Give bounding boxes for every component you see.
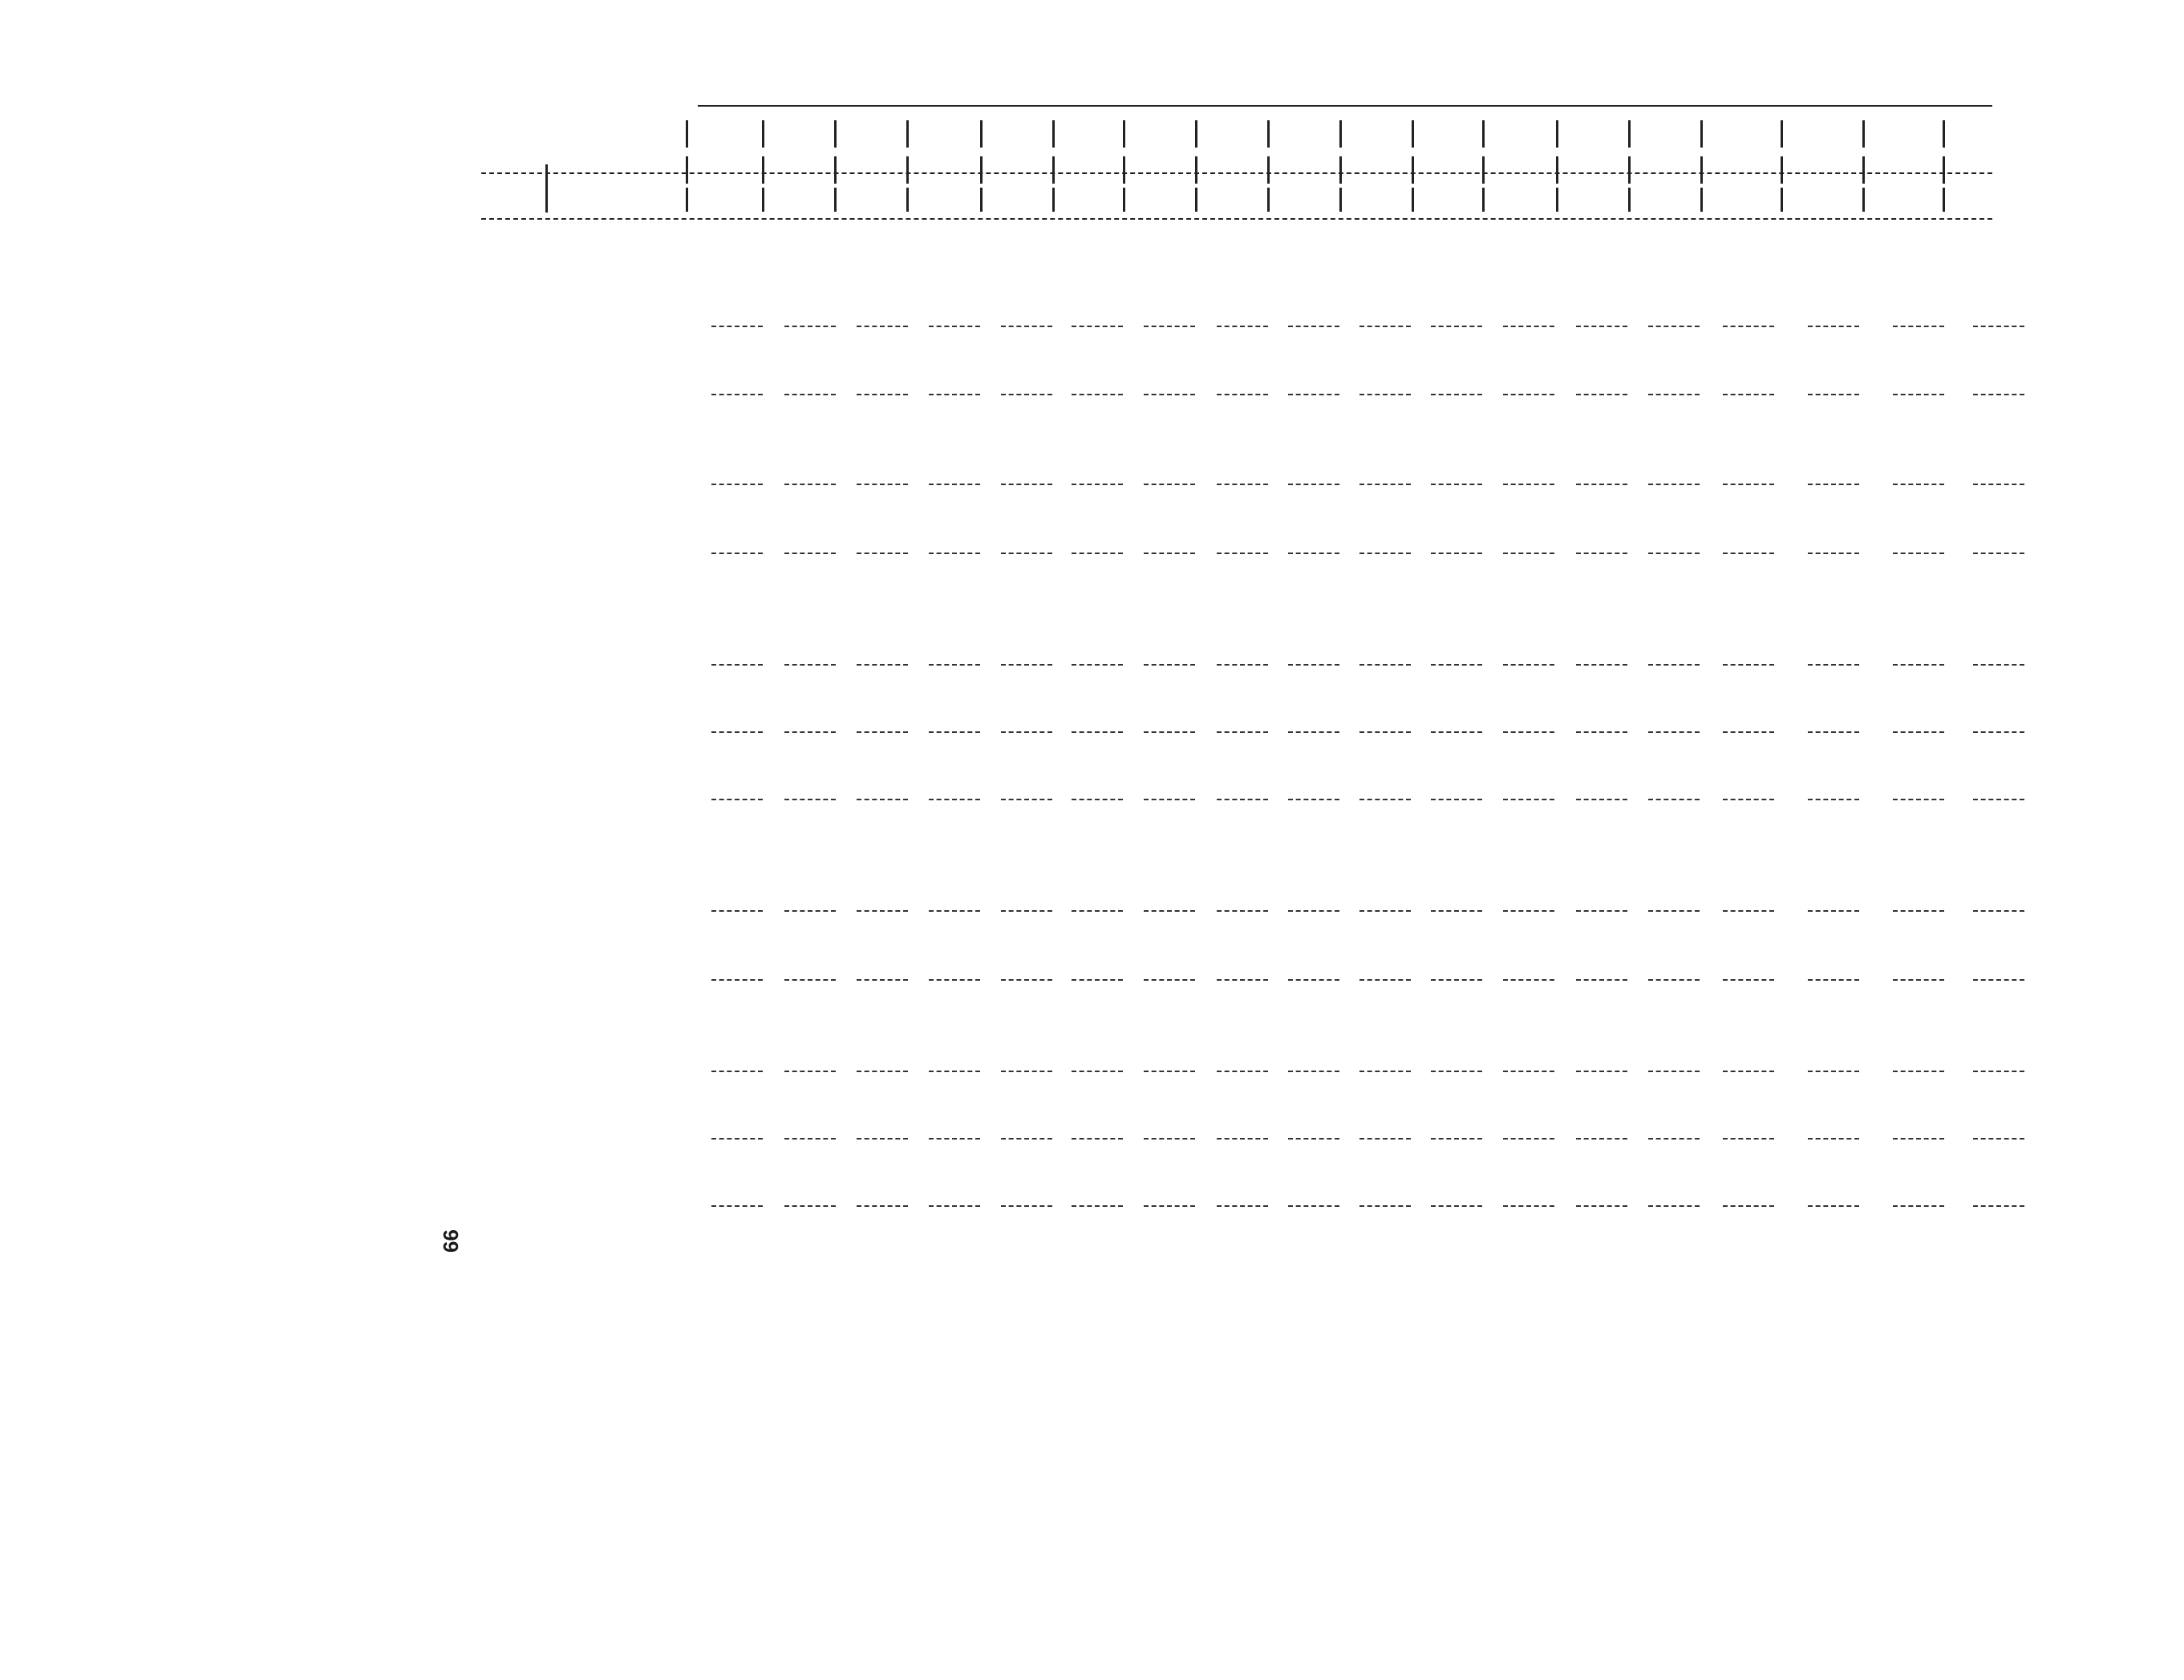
fraction-bar [1648, 1071, 1700, 1072]
fraction-bar [929, 731, 980, 733]
fraction-bar [1144, 394, 1195, 395]
fraction-bar [1359, 799, 1411, 800]
fraction-bar [1973, 799, 2024, 800]
fraction-bar [1893, 979, 1944, 981]
fraction-bar [929, 1138, 980, 1140]
fraction-bar [1973, 1071, 2024, 1072]
fraction-bar [1973, 1138, 2024, 1140]
fraction-bar [1648, 1205, 1700, 1207]
fraction-bar [711, 799, 763, 800]
fraction-bar [857, 326, 908, 327]
column-separator [1700, 188, 1703, 212]
column-separator [1628, 188, 1631, 212]
fraction-bar [929, 484, 980, 485]
fraction-bar [1893, 484, 1944, 485]
column-separator [1052, 188, 1055, 212]
fraction-bar [857, 1071, 908, 1072]
fraction-bar [1723, 394, 1774, 395]
fraction-bar [1808, 484, 1859, 485]
fraction-bar [784, 979, 836, 981]
column-separator [906, 188, 909, 212]
column-separator [1195, 188, 1197, 212]
fraction-bar [1576, 979, 1627, 981]
fraction-bar [1072, 979, 1123, 981]
column-separator [1556, 156, 1558, 184]
column-separator [1781, 188, 1783, 212]
column-separator [1943, 188, 1945, 212]
column-separator [980, 120, 983, 148]
column-separator [1052, 156, 1055, 184]
fraction-bar [1503, 553, 1554, 554]
fraction-bar [1288, 979, 1339, 981]
fraction-bar [1973, 394, 2024, 395]
fraction-bar [1359, 553, 1411, 554]
fraction-bar [1723, 664, 1774, 666]
fraction-bar [1431, 1138, 1482, 1140]
fraction-bar [1576, 731, 1627, 733]
column-separator [834, 156, 837, 184]
fraction-bar [929, 326, 980, 327]
fraction-bar [711, 664, 763, 666]
header-bottom-rule [481, 218, 1992, 220]
fraction-bar [1144, 1138, 1195, 1140]
fraction-bar [1648, 910, 1700, 912]
fraction-bar [1431, 664, 1482, 666]
fraction-bar [1503, 484, 1554, 485]
fraction-bar [1723, 731, 1774, 733]
fraction-bar [1217, 979, 1268, 981]
fraction-bar [1001, 394, 1052, 395]
column-separator [1339, 188, 1342, 212]
fraction-bar [784, 553, 836, 554]
column-separator [1123, 188, 1125, 212]
fraction-bar [1217, 1071, 1268, 1072]
fraction-bar [1431, 484, 1482, 485]
column-separator [1628, 120, 1631, 148]
fraction-bar [1893, 394, 1944, 395]
fraction-bar [1503, 1071, 1554, 1072]
fraction-bar [929, 910, 980, 912]
fraction-bar [1973, 484, 2024, 485]
fraction-bar [1001, 553, 1052, 554]
fraction-bar [1144, 910, 1195, 912]
fraction-bar [1431, 326, 1482, 327]
fraction-bar [1723, 799, 1774, 800]
fraction-bar [711, 394, 763, 395]
fraction-bar [711, 326, 763, 327]
fraction-bar [1723, 1138, 1774, 1140]
fraction-bar [784, 910, 836, 912]
fraction-bar [1431, 394, 1482, 395]
fraction-bar [1808, 979, 1859, 981]
fraction-bar [1503, 979, 1554, 981]
fraction-bar [1723, 1205, 1774, 1207]
fraction-bar [1973, 664, 2024, 666]
fraction-bar [1808, 664, 1859, 666]
fraction-bar [1217, 910, 1268, 912]
fraction-bar [1808, 326, 1859, 327]
fraction-bar [857, 731, 908, 733]
fraction-bar [1001, 1205, 1052, 1207]
fraction-bar [1288, 1205, 1339, 1207]
fraction-bar [857, 553, 908, 554]
fraction-bar [1576, 1138, 1627, 1140]
fraction-bar [1973, 910, 2024, 912]
fraction-bar [857, 910, 908, 912]
fraction-bar [857, 1138, 908, 1140]
fraction-bar [1001, 326, 1052, 327]
fraction-bar [1648, 1138, 1700, 1140]
fraction-bar [1648, 731, 1700, 733]
fraction-bar [1072, 484, 1123, 485]
column-separator [1339, 120, 1342, 148]
fraction-bar [1723, 1071, 1774, 1072]
fraction-bar [1072, 664, 1123, 666]
fraction-bar [1359, 1205, 1411, 1207]
column-separator [1862, 120, 1865, 148]
fraction-bar [857, 979, 908, 981]
column-separator [834, 188, 837, 212]
fraction-bar [1288, 326, 1339, 327]
page-number: 66 [438, 1229, 463, 1253]
fraction-bar [1648, 979, 1700, 981]
fraction-bar [1893, 553, 1944, 554]
fraction-bar [1576, 1205, 1627, 1207]
column-separator [1700, 120, 1703, 148]
fraction-bar [1973, 553, 2024, 554]
fraction-bar [1973, 979, 2024, 981]
fraction-bar [1503, 910, 1554, 912]
fraction-bar [857, 664, 908, 666]
fraction-bar [1973, 326, 2024, 327]
fraction-bar [1001, 1138, 1052, 1140]
fraction-bar [1359, 979, 1411, 981]
fraction-bar [1431, 979, 1482, 981]
column-separator [1628, 156, 1631, 184]
fraction-bar [1359, 731, 1411, 733]
column-separator [1339, 156, 1342, 184]
fraction-bar [929, 1205, 980, 1207]
column-separator [545, 164, 548, 213]
fraction-bar [1431, 1205, 1482, 1207]
fraction-bar [1648, 664, 1700, 666]
column-separator [686, 120, 688, 148]
fraction-bar [1576, 484, 1627, 485]
fraction-bar [1723, 326, 1774, 327]
fraction-bar [1144, 484, 1195, 485]
fraction-bar [1973, 1205, 2024, 1207]
fraction-bar [1001, 799, 1052, 800]
fraction-bar [1217, 1138, 1268, 1140]
fraction-bar [1648, 394, 1700, 395]
fraction-bar [929, 553, 980, 554]
fraction-bar [784, 1205, 836, 1207]
fraction-bar [1503, 1205, 1554, 1207]
fraction-bar [1288, 484, 1339, 485]
fraction-bar [711, 484, 763, 485]
fraction-bar [1808, 394, 1859, 395]
column-separator [1123, 120, 1125, 148]
fraction-bar [1893, 731, 1944, 733]
fraction-bar [1893, 910, 1944, 912]
fraction-bar [1072, 910, 1123, 912]
column-separator [686, 188, 688, 212]
column-separator [762, 156, 764, 184]
fraction-bar [784, 394, 836, 395]
fraction-bar [1808, 799, 1859, 800]
fraction-bar [929, 799, 980, 800]
fraction-bar [1072, 731, 1123, 733]
fraction-bar [1217, 553, 1268, 554]
fraction-bar [1144, 664, 1195, 666]
column-separator [762, 188, 764, 212]
fraction-bar [857, 1205, 908, 1207]
fraction-bar [711, 1138, 763, 1140]
column-separator [1482, 156, 1485, 184]
column-separator [1267, 188, 1270, 212]
fraction-bar [784, 1138, 836, 1140]
header-middle-rule [481, 172, 1992, 174]
fraction-bar [1431, 799, 1482, 800]
fraction-bar [1808, 553, 1859, 554]
fraction-bar [1288, 394, 1339, 395]
fraction-bar [1893, 1071, 1944, 1072]
column-separator [1482, 120, 1485, 148]
fraction-bar [929, 664, 980, 666]
column-separator [1700, 156, 1703, 184]
fraction-bar [784, 799, 836, 800]
fraction-bar [1431, 731, 1482, 733]
fraction-bar [1001, 484, 1052, 485]
fraction-bar [1144, 731, 1195, 733]
column-separator [906, 120, 909, 148]
fraction-bar [1893, 326, 1944, 327]
fraction-bar [1893, 664, 1944, 666]
fraction-bar [1072, 1138, 1123, 1140]
fraction-bar [1001, 979, 1052, 981]
fraction-bar [1576, 326, 1627, 327]
fraction-bar [1893, 1138, 1944, 1140]
column-separator [1412, 120, 1414, 148]
fraction-bar [1217, 799, 1268, 800]
fraction-bar [1503, 394, 1554, 395]
column-separator [1052, 120, 1055, 148]
fraction-bar [1288, 731, 1339, 733]
fraction-bar [1648, 326, 1700, 327]
column-separator [1781, 156, 1783, 184]
fraction-bar [1288, 799, 1339, 800]
fraction-bar [1217, 484, 1268, 485]
fraction-bar [1072, 394, 1123, 395]
fraction-bar [1359, 1071, 1411, 1072]
column-separator [762, 120, 764, 148]
column-separator [1943, 120, 1945, 148]
fraction-bar [1723, 910, 1774, 912]
fraction-bar [1576, 910, 1627, 912]
fraction-bar [929, 1071, 980, 1072]
fraction-bar [1808, 910, 1859, 912]
column-separator [1482, 188, 1485, 212]
fraction-bar [1072, 326, 1123, 327]
fraction-bar [1431, 1071, 1482, 1072]
fraction-bar [1217, 1205, 1268, 1207]
fraction-bar [711, 1071, 763, 1072]
fraction-bar [1288, 910, 1339, 912]
fraction-bar [1808, 731, 1859, 733]
fraction-bar [1144, 1205, 1195, 1207]
fraction-bar [711, 910, 763, 912]
fraction-bar [1503, 664, 1554, 666]
fraction-bar [1144, 979, 1195, 981]
column-separator [980, 156, 983, 184]
fraction-bar [1648, 799, 1700, 800]
fraction-bar [1288, 553, 1339, 554]
fraction-bar [1217, 664, 1268, 666]
column-separator [980, 188, 983, 212]
fraction-bar [784, 731, 836, 733]
fraction-bar [784, 1071, 836, 1072]
fraction-bar [1288, 664, 1339, 666]
fraction-bar [929, 979, 980, 981]
fraction-bar [1893, 1205, 1944, 1207]
fraction-bar [1072, 1205, 1123, 1207]
fraction-bar [1001, 664, 1052, 666]
fraction-bar [1503, 1138, 1554, 1140]
fraction-bar [1576, 394, 1627, 395]
column-separator [1781, 120, 1783, 148]
column-separator [906, 156, 909, 184]
fraction-bar [1288, 1138, 1339, 1140]
fraction-bar [784, 664, 836, 666]
fraction-bar [1808, 1138, 1859, 1140]
fraction-bar [1072, 799, 1123, 800]
fraction-bar [1359, 484, 1411, 485]
fraction-bar [1072, 1071, 1123, 1072]
column-separator [1556, 188, 1558, 212]
fraction-bar [1431, 553, 1482, 554]
fraction-bar [1217, 731, 1268, 733]
fraction-bar [1359, 394, 1411, 395]
fraction-bar [1072, 553, 1123, 554]
fraction-bar [1001, 1071, 1052, 1072]
column-separator [1862, 156, 1865, 184]
fraction-bar [1359, 664, 1411, 666]
fraction-bar [1431, 910, 1482, 912]
fraction-bar [929, 394, 980, 395]
column-separator [1123, 156, 1125, 184]
fraction-bar [1576, 1071, 1627, 1072]
column-separator [1195, 120, 1197, 148]
fraction-bar [1723, 484, 1774, 485]
fraction-bar [1576, 553, 1627, 554]
fraction-bar [1576, 664, 1627, 666]
fraction-bar [1503, 326, 1554, 327]
fraction-bar [857, 484, 908, 485]
fraction-bar [1723, 979, 1774, 981]
column-separator [1412, 156, 1414, 184]
column-separator [1862, 188, 1865, 212]
fraction-bar [1217, 326, 1268, 327]
column-separator [1267, 156, 1270, 184]
fraction-bar [1001, 731, 1052, 733]
fraction-bar [1359, 1138, 1411, 1140]
column-separator [1556, 120, 1558, 148]
fraction-bar [1144, 799, 1195, 800]
fraction-bar [711, 979, 763, 981]
column-separator [1267, 120, 1270, 148]
fraction-bar [784, 484, 836, 485]
fraction-bar [1359, 326, 1411, 327]
fraction-bar [1144, 1071, 1195, 1072]
fraction-bar [711, 731, 763, 733]
fraction-bar [1503, 731, 1554, 733]
fraction-bar [1808, 1205, 1859, 1207]
fraction-bar [1359, 910, 1411, 912]
fraction-bar [1808, 1071, 1859, 1072]
fraction-bar [857, 394, 908, 395]
fraction-bar [1576, 799, 1627, 800]
fraction-bar [1144, 326, 1195, 327]
header-top-rule [698, 105, 1992, 107]
column-separator [1943, 156, 1945, 184]
fraction-bar [1001, 910, 1052, 912]
fraction-bar [1503, 799, 1554, 800]
column-separator [1412, 188, 1414, 212]
fraction-bar [1217, 394, 1268, 395]
fraction-bar [1648, 553, 1700, 554]
fraction-bar [784, 326, 836, 327]
column-separator [834, 120, 837, 148]
fraction-bar [711, 553, 763, 554]
fraction-bar [1893, 799, 1944, 800]
column-separator [1195, 156, 1197, 184]
fraction-bar [711, 1205, 763, 1207]
fraction-bar [1144, 553, 1195, 554]
fraction-bar [1288, 1071, 1339, 1072]
fraction-bar [1723, 553, 1774, 554]
fraction-bar [857, 799, 908, 800]
fraction-bar [1973, 731, 2024, 733]
column-separator [686, 156, 688, 184]
fraction-bar [1648, 484, 1700, 485]
